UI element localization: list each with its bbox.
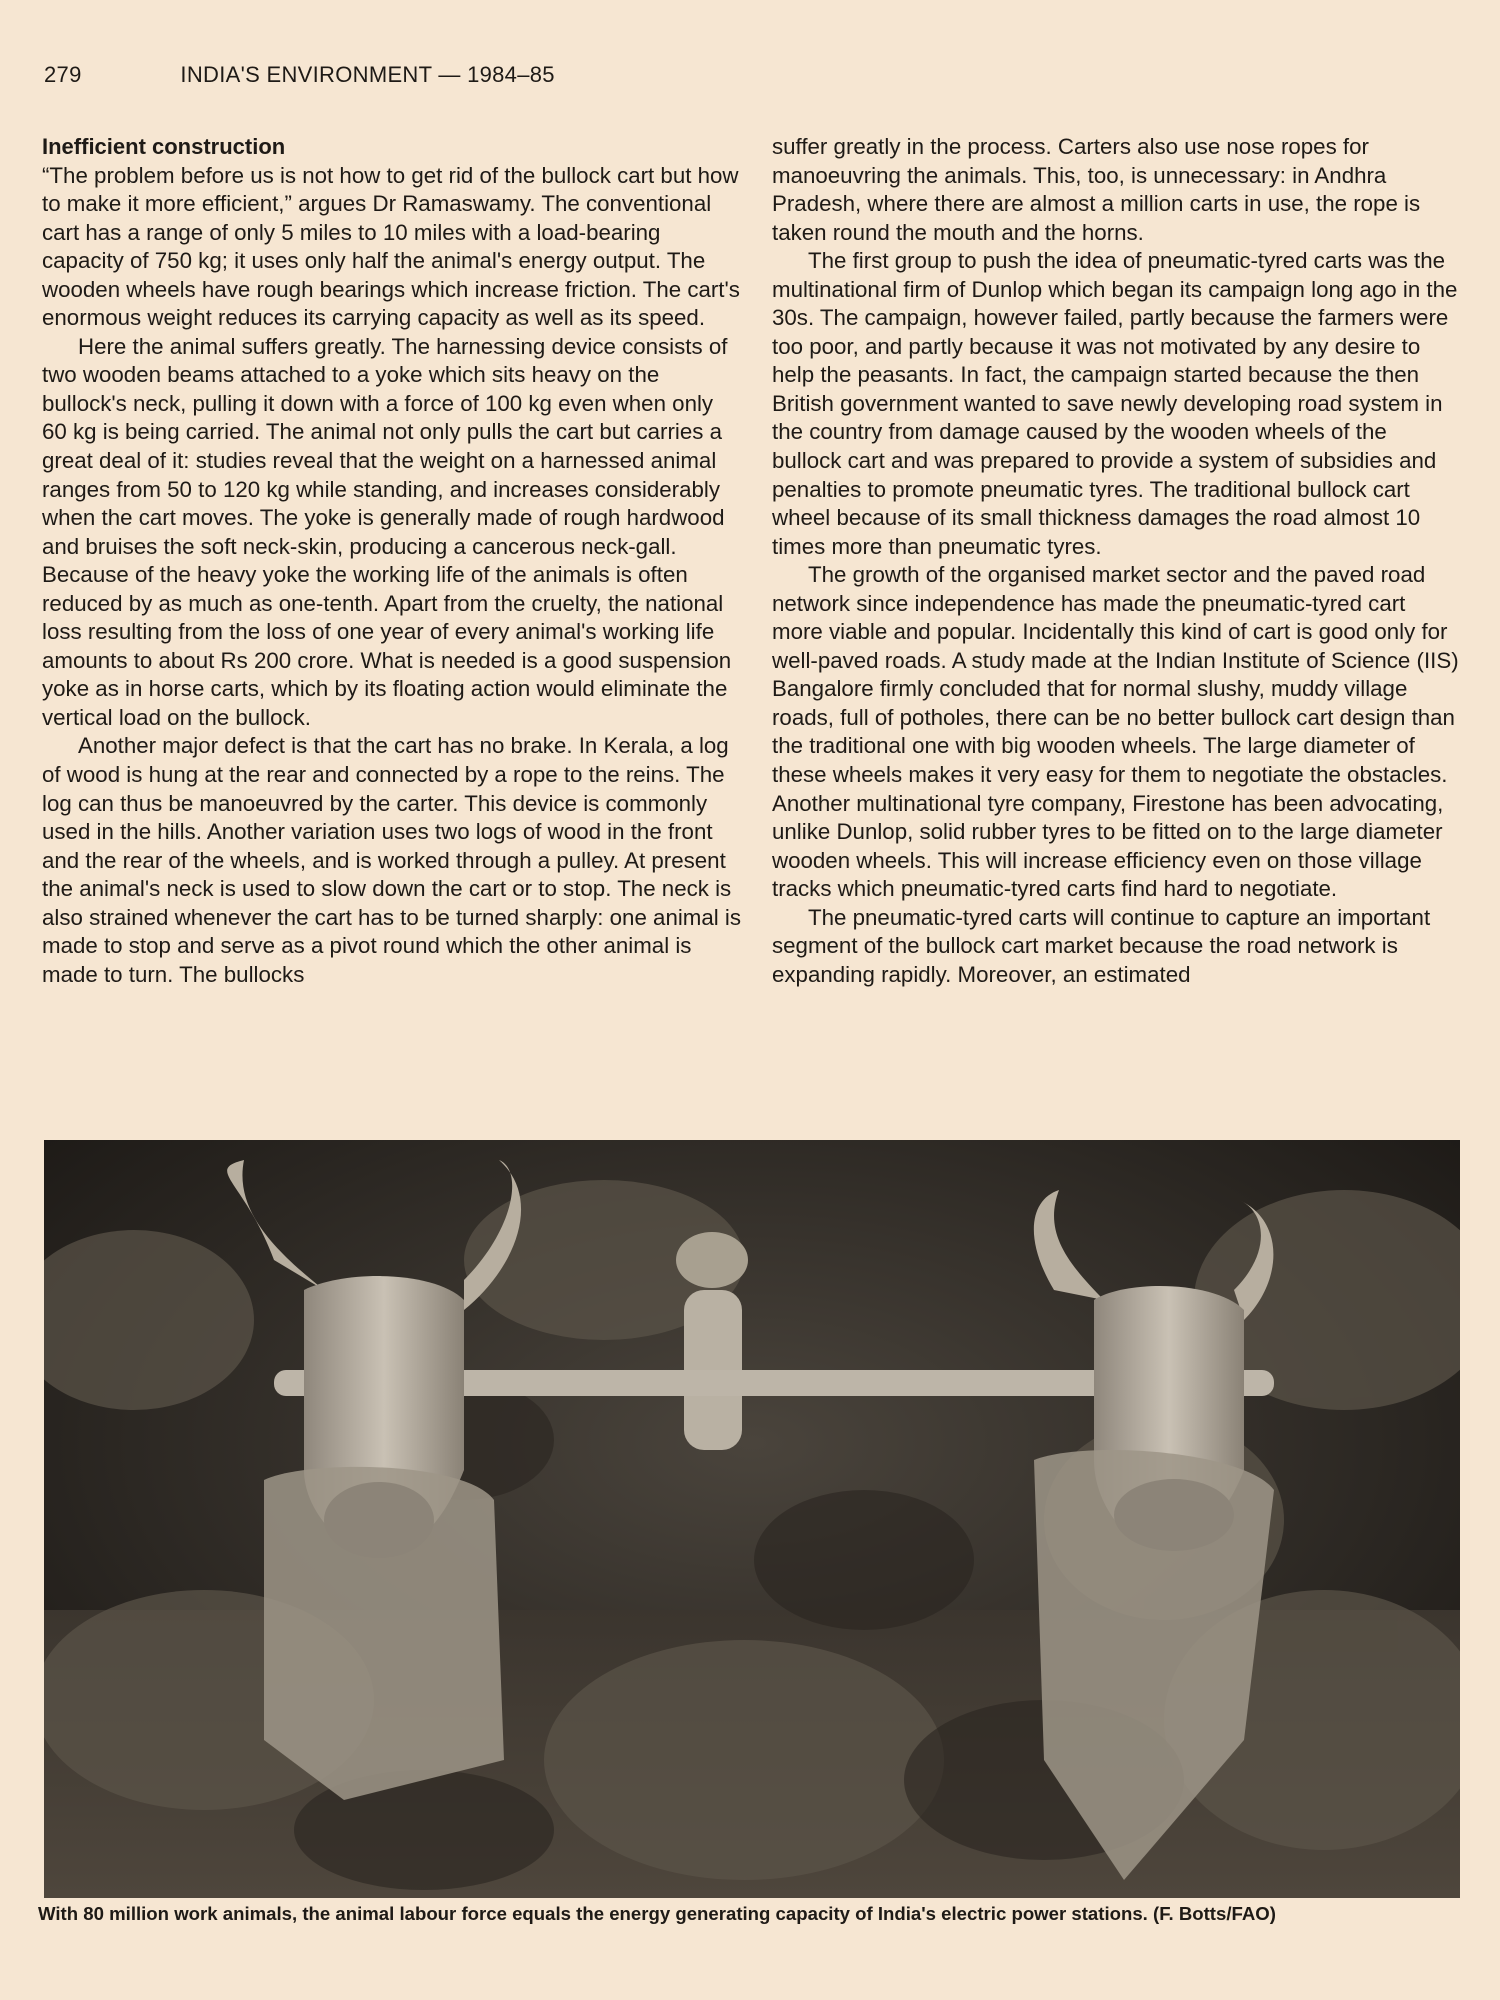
paragraph: The pneumatic-tyred carts will continue to capture an important segment of the bullock cart market because the road network is expanding rapidly. Moreover, an estimated: [772, 904, 1431, 987]
paragraph: suffer greatly in the process. Carters also use nose ropes for manoeuvring the animals. This, too, is unnecessary: in Andhra Pradesh, where there are almost a million carts in use, the rope is taken round the mouth and the horns.: [772, 134, 1421, 245]
photo-caption: With 80 million work animals, the animal labour force equals the energy generating capacity of India's electric power stations. (F. Botts/FAO): [38, 1903, 1276, 1924]
section-heading: Inefficient construction: [42, 134, 286, 159]
left-column: [42, 133, 742, 989]
running-title: INDIA'S ENVIRONMENT — 1984–85: [180, 62, 555, 87]
paragraph: “The problem before us is not how to get rid of the bullock cart but how to make it more efficient,” argues Dr Ramaswamy. The conventional cart has a range of only 5 miles to 10 miles with a load-bearing capacity of 750 kg; it uses only half the animal's energy output. The wooden wheels have rough bearings which increase friction. The cart's enormous weight reduces its carrying capacity as well as its speed.: [42, 162, 740, 331]
right-column: [772, 133, 1462, 989]
paragraph: The first group to push the idea of pneumatic-tyred carts was the multinational firm of Dunlop which began its campaign long ago in the 30s. The campaign, however failed, partly because the farmers were too poor, and partly because it was not motivated by any desire to help the peasants. In fact, the campaign started because the then British government wanted to save newly developing road system in the country from damage caused by the wooden wheels of the bullock cart and was prepared to provide a system of subsidies and penalties to promote pneumatic tyres. The traditional bullock cart wheel because of its small thickness damages the road almost 10 times more than pneumatic tyres.: [772, 248, 1458, 559]
bullocks-photo: [44, 1140, 1460, 1898]
paragraph: Another major defect is that the cart has no brake. In Kerala, a log of wood is hung at the rear and connected by a rope to the reins. The log can thus be manoeuvred by the carter. This device is commonly used in the hills. Another variation uses two logs of wood in the front and the rear of the wheels, and is worked through a pulley. At present the animal's neck is used to slow down the cart or to stop. The neck is also strained whenever the cart has to be turned sharply: one animal is made to stop and serve as a pivot round which the other animal is made to turn. The bullocks: [42, 733, 742, 987]
paragraph: Here the animal suffers greatly. The harnessing device consists of two wooden beams attached to a yoke which sits heavy on the bullock's neck, pulling it down with a force of 100 kg even when only 60 kg is being carried. The animal not only pulls the cart but carries a great deal of it: studies reveal that the weight on a harnessed animal ranges from 50 to 120 kg while standing, and increases considerably when the cart moves. The yoke is generally made of rough hardwood and bruises the soft neck-skin, producing a cancerous neck-gall. Because of the heavy yoke the working life of the animals is often reduced by as much as one-tenth. Apart from the cruelty, the national loss resulting from the loss of one year of every animal's working life amounts to about Rs 200 crore. What is needed is a good suspension yoke as in horse carts, which by its floating action would eliminate the vertical load on the bullock.: [42, 333, 732, 730]
running-header: [44, 62, 555, 88]
farmer-figure: [676, 1232, 748, 1450]
paragraph: The growth of the organised market sector and the paved road network since independence has made the pneumatic-tyred cart more viable and popular. Incidentally this kind of cart is good only for well-paved roads. A study made at the Indian Institute of Science (IIS) Bangalore firmly concluded that for normal slushy, muddy village roads, full of potholes, there can be no better bullock cart design than the traditional one with big wooden wheels. The large diameter of these wheels makes it very easy for them to negotiate the obstacles. Another multinational tyre company, Firestone has been advocating, unlike Dunlop, solid rubber tyres to be fitted on to the large diameter wooden wheels. This will increase efficiency even on those village tracks which pneumatic-tyred carts find hard to negotiate.: [772, 562, 1459, 902]
page-number: 279: [44, 62, 82, 87]
bullocks-photo-illustration: [44, 1140, 1460, 1898]
